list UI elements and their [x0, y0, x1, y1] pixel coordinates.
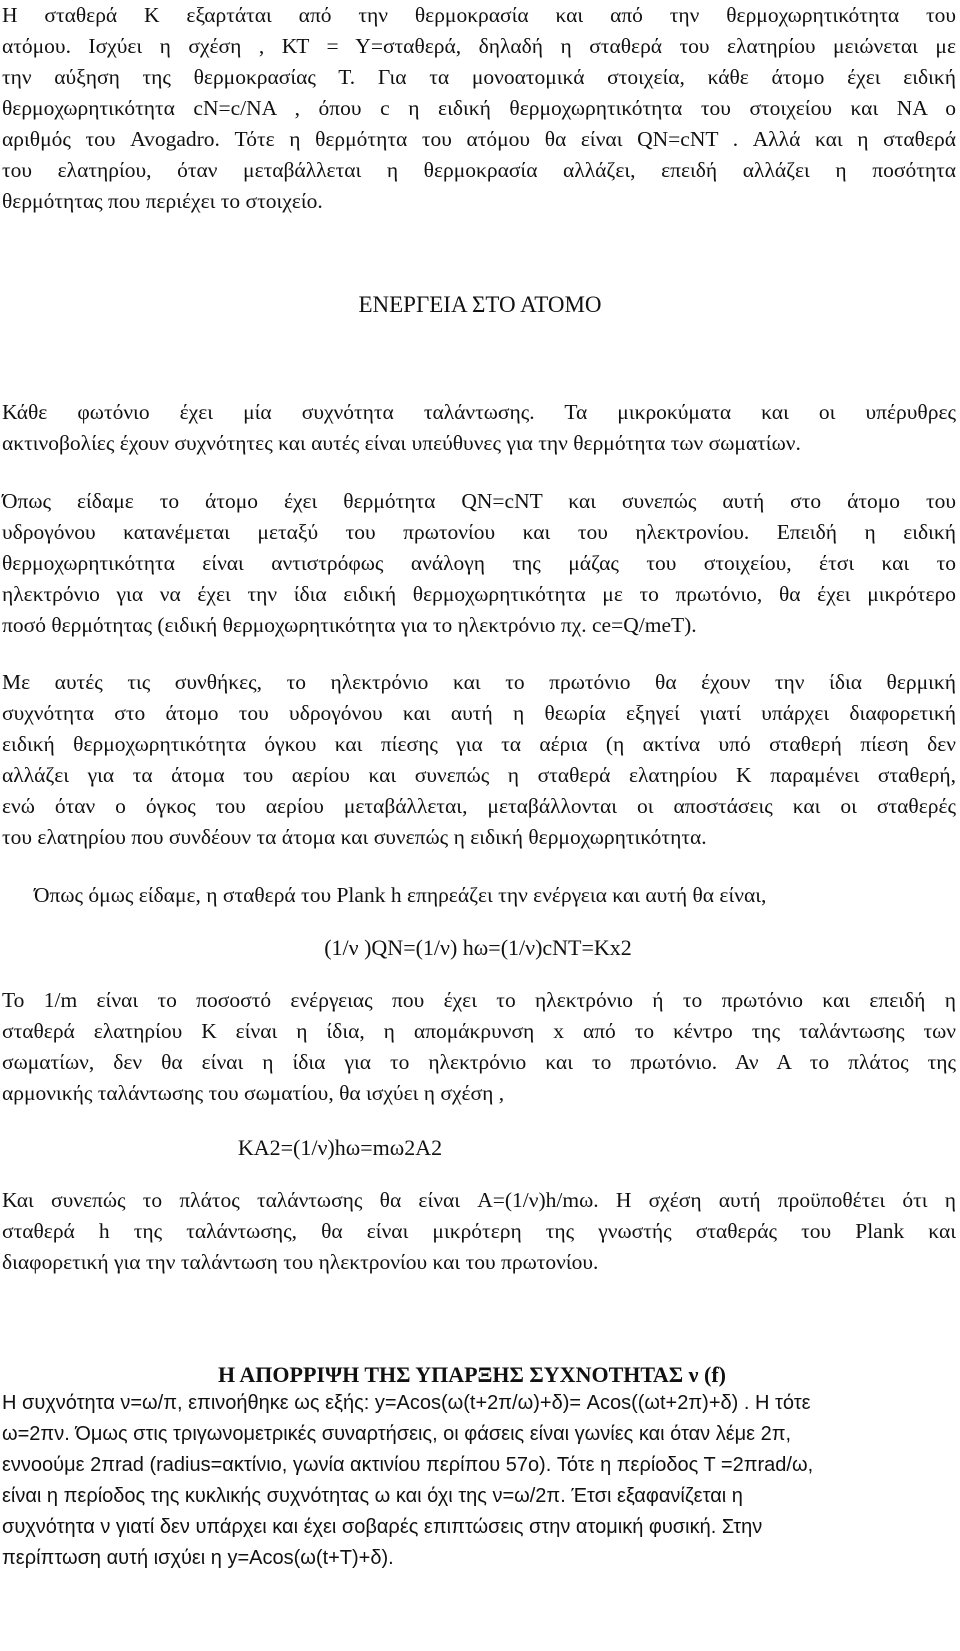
- text-line: Και συνεπώς το πλάτος ταλάντωσης θα είναι A=(1/ν)h/mω. Η σχέση αυτή προϋποθέτει ότι η: [2, 1188, 956, 1212]
- text-line: αλλάζει για τα άτομα του αερίου και συνεπώς η σταθερά ελατηρίου Κ παραμένει σταθερή,: [2, 763, 956, 787]
- text-line: εννοούμε 2πrad (radius=ακτίνιο, γωνία ακτινίου περίπου 57o). Τότε η περίοδος Τ =2πrad/ω,: [2, 1454, 814, 1476]
- paragraph-atom-heat: [2, 486, 956, 641]
- section-heading-energy: ΕΝΕΡΓΕΙΑ ΣΤΟ ΑΤΟΜΟ: [358, 292, 602, 317]
- text-line: σταθερά ελατηρίου Κ είναι η ίδια, η απομάκρυνση x από το κέντρο της ταλάντωσης των: [2, 1019, 956, 1043]
- text-line: ακτινοβολίες έχουν συχνότητες και αυτές είναι υπεύθυνες για την θερμότητα των σωματίων.: [2, 431, 801, 455]
- text-line: είναι η περίοδος της κυκλικής συχνότητας ω και όχι της ν=ω/2π. Έτσι εξαφανίζεται η: [2, 1485, 743, 1507]
- text-line: θερμότητας που περιέχει το στοιχείο.: [2, 189, 323, 213]
- paragraph-energy-ratio: [2, 985, 956, 1109]
- equation-amplitude: ΚΑ2=(1/ν)hω=mω2A2: [237, 1135, 443, 1160]
- text-line: θερμοχωρητικότητα είναι αντιστρόφως ανάλογη της μάζας του στοιχείου, έτσι και το: [2, 551, 956, 575]
- text-line: Κάθε φωτόνιο έχει μία συχνότητα ταλάντωσης. Τα μικροκύματα και οι υπέρυθρες: [2, 400, 956, 424]
- text-line: ηλεκτρόνιο για να έχει την ίδια ειδική θερμοχωρητικότητα με το πρωτόνιο, θα έχει μικρότερο: [2, 582, 956, 606]
- text-line: θερμοχωρητικότητα cN=c/NA , όπου c η ειδική θερμοχωρητικότητα του στοιχείου και NA ο: [2, 96, 956, 120]
- paragraph-frequency: [2, 1388, 922, 1574]
- text-line: ατόμου. Ισχύει η σχέση , ΚΤ = Υ=σταθερά, δηλαδή η σταθερά του ελατηρίου μειώνεται με: [2, 34, 956, 58]
- text-line: του ελατηρίου που συνδέουν τα άτομα και συνεπώς η ειδική θερμοχωρητικότητα.: [2, 825, 707, 849]
- text-line: συχνότητα ν γιατί δεν υπάρχει και έχει σοβαρές επιπτώσεις στην ατομική φυσική. Στην: [2, 1516, 763, 1538]
- text-line: Η συχνότητα ν=ω/π, επινοήθηκε ως εξής: y=Acos(ω(t+2π/ω)+δ)= Acos((ωt+2π)+δ) . Η τότε: [2, 1392, 811, 1414]
- text-line: περίπτωση αυτή ισχύει η y=Acos(ω(t+T)+δ).: [2, 1547, 394, 1569]
- text-line: Όπως όμως είδαμε, η σταθερά του Plank h επηρεάζει την ενέργεια και αυτή θα είναι,: [34, 883, 767, 907]
- text-line: του ελατηρίου, όταν μεταβάλλεται η θερμοκρασία αλλάζει, επειδή αλλάζει η ποσότητα: [2, 158, 956, 182]
- text-line: υδρογόνου κατανέμεται μεταξύ του πρωτονίου και του ηλεκτρονίου. Επειδή η ειδική: [2, 520, 956, 544]
- text-line: την αύξηση της θερμοκρασίας Τ. Για τα μονοατομικά στοιχεία, κάθε άτομο έχει ειδική: [2, 65, 956, 89]
- text-line: Το 1/m είναι το ποσοστό ενέργειας που έχει το ηλεκτρόνιο ή το πρωτόνιο και επειδή η: [2, 988, 956, 1012]
- paragraph-thermal-frequency: [2, 667, 956, 853]
- section-heading-frequency-rejection: Η ΑΠΟΡΡΙΨΗ ΤΗΣ ΥΠΑΡΞΗΣ ΣΥΧΝΟΤΗΤΑΣ ν (f): [218, 1362, 726, 1387]
- text-line: ω=2πν. Όμως στις τριγωνομετρικές συναρτήσεις, οι φάσεις είναι γωνίες και όταν λέμε 2π,: [2, 1423, 792, 1445]
- paragraph-plank: [34, 880, 934, 911]
- text-line: σταθερά h της ταλάντωσης, θα είναι μικρότερη της γνωστής σταθεράς του Plank και: [2, 1219, 956, 1243]
- text-line: συχνότητα στο άτομο του υδρογόνου και αυτή η θεωρία εξηγεί γιατί υπάρχει διαφορετική: [2, 701, 956, 725]
- text-line: σωματίων, δεν θα είναι η ίδια για το ηλεκτρόνιο και το πρωτόνιο. Αν Α το πλάτος της: [2, 1050, 956, 1074]
- equation-energy: (1/ν )QN=(1/ν) hω=(1/ν)cNT=Kx2: [324, 935, 632, 960]
- text-line: ειδική θερμοχωρητικότητα όγκου και πίεσης για τα αέρια (η ακτίνα υπό σταθερή πίεση δεν: [2, 732, 956, 756]
- text-line: Η σταθερά Κ εξαρτάται από την θερμοκρασία και από την θερμοχωρητικότητα του: [2, 3, 956, 27]
- paragraph-photon-frequency: [2, 397, 956, 459]
- paragraph-constant-k: [2, 0, 956, 217]
- paragraph-amplitude: [2, 1185, 956, 1278]
- text-line: ενώ όταν ο όγκος του αερίου μεταβάλλεται, μεταβάλλονται οι αποστάσεις και οι σταθερές: [2, 794, 956, 818]
- text-line: αρμονικής ταλάντωσης του σωματίου, θα ισχύει η σχέση ,: [2, 1081, 505, 1105]
- text-line: Με αυτές τις συνθήκες, το ηλεκτρόνιο και το πρωτόνιο θα έχουν την ίδια θερμική: [2, 670, 956, 694]
- text-line: Όπως είδαμε το άτομο έχει θερμότητα QN=cNT και συνεπώς αυτή στο άτομο του: [2, 489, 956, 513]
- text-line: αριθμός του Avogadro. Τότε η θερμότητα του ατόμου θα είναι QN=cNT . Αλλά και η σταθερά: [2, 127, 956, 151]
- text-line: διαφορετική για την ταλάντωση του ηλεκτρονίου και του πρωτονίου.: [2, 1250, 599, 1274]
- text-line: ποσό θερμότητας (ειδική θερμοχωρητικότητα για το ηλεκτρόνιο πχ. ce=Q/meT).: [2, 613, 697, 637]
